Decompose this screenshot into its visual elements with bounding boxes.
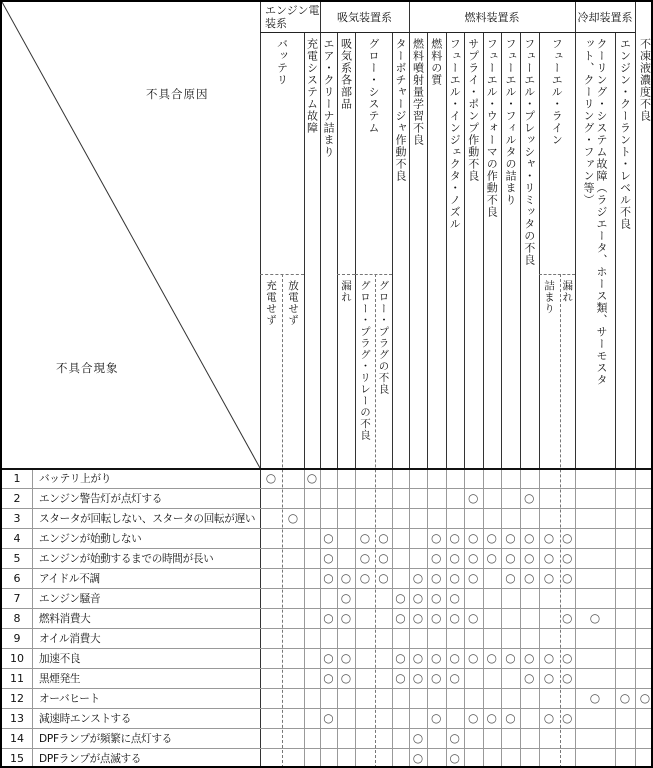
mark-circle: ○	[412, 751, 424, 765]
row-label: DPFランプが点滅する	[39, 752, 142, 765]
column-header-text: フューエル・プレッシャ・リミッタの不良	[522, 38, 536, 266]
mark-circle: ○	[395, 591, 406, 605]
column-header	[635, 38, 653, 462]
column-sub-label	[355, 280, 375, 462]
mark-circle: ○	[468, 711, 479, 725]
mark-circle: ○	[449, 731, 460, 745]
mark-circle: ○	[589, 691, 601, 705]
column-sub-label	[260, 280, 282, 462]
column-header-text: フューエル・ウォーマの作動不良	[485, 38, 499, 218]
row-label: エンジン警告灯が点灯する	[39, 492, 162, 505]
row-label: 加速不良	[39, 652, 81, 665]
column-header	[483, 38, 502, 462]
mark-circle: ○	[323, 671, 334, 685]
group-bottom-line	[260, 32, 635, 33]
grid-line	[520, 468, 521, 768]
cause-corner-label: 不具合原因	[146, 87, 209, 101]
row-number: 12	[10, 691, 24, 705]
column-sub-label-text: 漏れ	[561, 280, 574, 303]
mark-circle: ○	[412, 651, 424, 665]
mark-circle: ○	[524, 571, 535, 585]
mark-circle: ○	[395, 611, 406, 625]
mark-circle: ○	[412, 671, 424, 685]
mark-circle: ○	[449, 671, 460, 685]
mark-circle: ○	[505, 531, 516, 545]
mark-circle: ○	[505, 571, 516, 585]
grid-line	[483, 468, 484, 768]
mark-circle: ○	[412, 591, 424, 605]
mark-circle: ○	[359, 571, 371, 585]
grid-line	[355, 468, 356, 768]
column-sub-label	[375, 280, 392, 462]
mark-circle: ○	[524, 551, 535, 565]
mark-circle: ○	[562, 551, 573, 565]
mark-circle: ○	[524, 651, 535, 665]
diagonal-divider	[2, 2, 260, 468]
phenomenon-corner-label: 不具合現象	[56, 361, 119, 375]
mark-circle: ○	[562, 651, 573, 665]
mark-circle: ○	[543, 551, 555, 565]
row-number: 7	[13, 591, 21, 605]
column-header-text: バッテリ	[275, 38, 289, 86]
grid-line	[539, 468, 540, 768]
column-header	[427, 38, 446, 462]
row-label: エンジンが始動するまでの時間が長い	[39, 552, 214, 565]
grid-line	[320, 468, 321, 768]
column-sub-label-text: 放電せず	[287, 280, 299, 326]
grid-line	[501, 468, 502, 768]
column-header-text: 不凍液濃度不良	[638, 38, 652, 122]
column-sub-label	[337, 280, 355, 462]
mark-circle: ○	[340, 571, 352, 585]
group-header: 冷却装置系	[577, 10, 633, 24]
group-header: エンジン電装系	[265, 4, 320, 30]
mark-circle: ○	[639, 691, 651, 705]
sub-divider-line	[260, 274, 304, 275]
row-label: DPFランプが頻繁に点灯する	[39, 732, 172, 745]
mark-circle: ○	[431, 611, 442, 625]
row-number: 3	[13, 511, 21, 525]
row-number: 15	[10, 751, 24, 765]
mark-circle: ○	[468, 491, 479, 505]
mark-circle: ○	[543, 571, 555, 585]
row-number: 4	[13, 531, 21, 545]
mark-circle: ○	[486, 551, 497, 565]
mark-circle: ○	[449, 591, 460, 605]
mark-circle: ○	[505, 551, 516, 565]
column-header	[392, 38, 409, 462]
column-header	[320, 38, 337, 462]
mark-circle: ○	[449, 551, 460, 565]
mark-circle: ○	[505, 651, 516, 665]
row-label: 黒煙発生	[39, 672, 81, 685]
column-sub-label	[539, 280, 560, 462]
group-header: 燃料装置系	[464, 10, 520, 24]
mark-circle: ○	[431, 671, 442, 685]
column-header	[520, 38, 539, 462]
column-sub-label-text: 漏れ	[340, 280, 352, 303]
row-label: オーバヒート	[39, 692, 100, 705]
mark-circle: ○	[323, 571, 334, 585]
grid-line	[304, 468, 305, 768]
row-label: オイル消費大	[39, 632, 101, 645]
row-label: 減速時エンストする	[39, 712, 132, 725]
mark-circle: ○	[412, 731, 424, 745]
mark-circle: ○	[589, 611, 601, 625]
column-header	[260, 38, 304, 268]
column-sub-label	[560, 280, 576, 462]
sub-divider-line	[337, 274, 355, 275]
mark-circle: ○	[412, 611, 424, 625]
mark-circle: ○	[468, 651, 479, 665]
column-header	[355, 38, 392, 268]
column-header-text: 燃料の質	[429, 38, 443, 86]
mark-circle: ○	[524, 531, 535, 545]
row-number: 5	[13, 551, 21, 565]
row-number: 6	[13, 571, 21, 585]
column-header-text: 燃料噴射量学習不良	[411, 38, 425, 146]
mark-circle: ○	[323, 611, 334, 625]
mark-circle: ○	[359, 531, 371, 545]
mark-circle: ○	[395, 671, 406, 685]
mark-circle: ○	[524, 671, 535, 685]
mark-circle: ○	[265, 471, 277, 485]
column-header	[615, 38, 635, 462]
mark-circle: ○	[468, 531, 479, 545]
column-sub-label	[282, 280, 304, 462]
mark-circle: ○	[449, 571, 460, 585]
column-header	[501, 38, 520, 462]
column-header-text: サプライ・ポンプ作動不良	[466, 38, 480, 182]
mark-circle: ○	[562, 611, 573, 625]
grid-line	[392, 468, 393, 768]
column-header	[337, 38, 355, 268]
mark-circle: ○	[468, 551, 479, 565]
column-sub-label-text: 充電せず	[265, 280, 277, 326]
mark-circle: ○	[287, 511, 299, 525]
mark-circle: ○	[323, 711, 334, 725]
mark-circle: ○	[306, 471, 318, 485]
column-sub-label-text: グロー・プラグ・リレーの不良	[359, 280, 371, 441]
row-number: 1	[13, 471, 21, 485]
row-label: 燃料消費大	[39, 612, 91, 625]
mark-circle: ○	[378, 551, 389, 565]
mark-circle: ○	[431, 591, 442, 605]
mark-circle: ○	[562, 711, 573, 725]
mark-circle: ○	[340, 611, 352, 625]
column-sub-label-text: グロー・プラグの不良	[377, 280, 390, 395]
row-label: アイドル不調	[39, 572, 100, 585]
mark-circle: ○	[412, 571, 424, 585]
mark-circle: ○	[323, 651, 334, 665]
column-header	[539, 38, 576, 268]
row-number: 11	[10, 671, 24, 685]
column-header-text: エア・クリーナ詰まり	[322, 38, 335, 158]
mark-circle: ○	[449, 531, 460, 545]
row-label: バッテリ上がり	[39, 472, 112, 485]
mark-circle: ○	[543, 671, 555, 685]
column-header-text: フューエル・フィルタの詰まり	[504, 38, 517, 206]
mark-circle: ○	[431, 711, 442, 725]
column-sub-label-text: 詰まり	[543, 280, 555, 315]
mark-circle: ○	[543, 651, 555, 665]
column-header-text: クーリング・システム故障（ラジエータ、ホース類、サーモスタット、クーリング・ファン等）	[582, 38, 608, 386]
column-header	[409, 38, 427, 462]
mark-circle: ○	[468, 611, 479, 625]
mark-circle: ○	[431, 531, 442, 545]
column-header-text: フューエル・インジェクタ・ノズル	[448, 38, 462, 230]
mark-circle: ○	[449, 751, 460, 765]
grid-line	[337, 468, 338, 768]
mark-circle: ○	[395, 651, 406, 665]
grid-line	[409, 468, 410, 768]
mark-circle: ○	[323, 551, 334, 565]
row-label: エンジンが始動しない	[39, 532, 142, 545]
row-number: 2	[13, 491, 21, 505]
row-number: 13	[10, 711, 24, 725]
mark-circle: ○	[340, 651, 352, 665]
mark-circle: ○	[378, 571, 389, 585]
mark-circle: ○	[431, 571, 442, 585]
row-number: 14	[10, 731, 24, 745]
mark-circle: ○	[524, 491, 535, 505]
row-number: 10	[10, 651, 24, 665]
row-number: 8	[13, 611, 21, 625]
grid-line	[446, 468, 447, 768]
column-header-text: ターボチャージャ作動不良	[394, 38, 407, 182]
column-header-text: 吸気系各部品	[339, 38, 353, 110]
mark-circle: ○	[468, 571, 479, 585]
mark-circle: ○	[543, 711, 555, 725]
grid-line	[32, 468, 33, 768]
mark-circle: ○	[449, 651, 460, 665]
mark-circle: ○	[340, 591, 352, 605]
mark-circle: ○	[505, 711, 516, 725]
row-label: スタータが回転しない、スタータの回転が遅い	[39, 512, 256, 525]
mark-circle: ○	[619, 691, 631, 705]
grid-line	[575, 468, 576, 768]
mark-circle: ○	[486, 651, 497, 665]
mark-circle: ○	[562, 671, 573, 685]
mark-circle: ○	[323, 531, 334, 545]
grid-line	[427, 468, 428, 768]
mark-circle: ○	[378, 531, 389, 545]
mark-circle: ○	[562, 531, 573, 545]
column-header-text: 充電システム故障	[305, 38, 319, 134]
row-number: 9	[13, 631, 21, 645]
column-header	[446, 38, 465, 462]
mark-circle: ○	[486, 531, 497, 545]
mark-circle: ○	[359, 551, 371, 565]
column-header	[304, 38, 320, 462]
group-header: 吸気装置系	[337, 10, 392, 24]
sub-divider-line	[539, 274, 576, 275]
mark-circle: ○	[431, 551, 442, 565]
grid-line	[615, 468, 616, 768]
mark-circle: ○	[543, 531, 555, 545]
row-label: エンジン騒音	[39, 592, 101, 605]
mark-circle: ○	[340, 671, 352, 685]
column-header	[464, 38, 483, 462]
grid-line	[635, 468, 636, 768]
column-header	[575, 38, 615, 394]
column-header-text: グロー・システム	[367, 38, 380, 134]
sub-divider-line	[355, 274, 392, 275]
mark-circle: ○	[431, 651, 442, 665]
grid-line	[464, 468, 465, 768]
mark-circle: ○	[562, 571, 573, 585]
column-header-text: エンジン・クーラント・レベル不良	[618, 38, 632, 230]
mark-circle: ○	[486, 711, 497, 725]
mark-circle: ○	[449, 611, 460, 625]
column-header-text: フューエル・ライン	[550, 38, 564, 146]
